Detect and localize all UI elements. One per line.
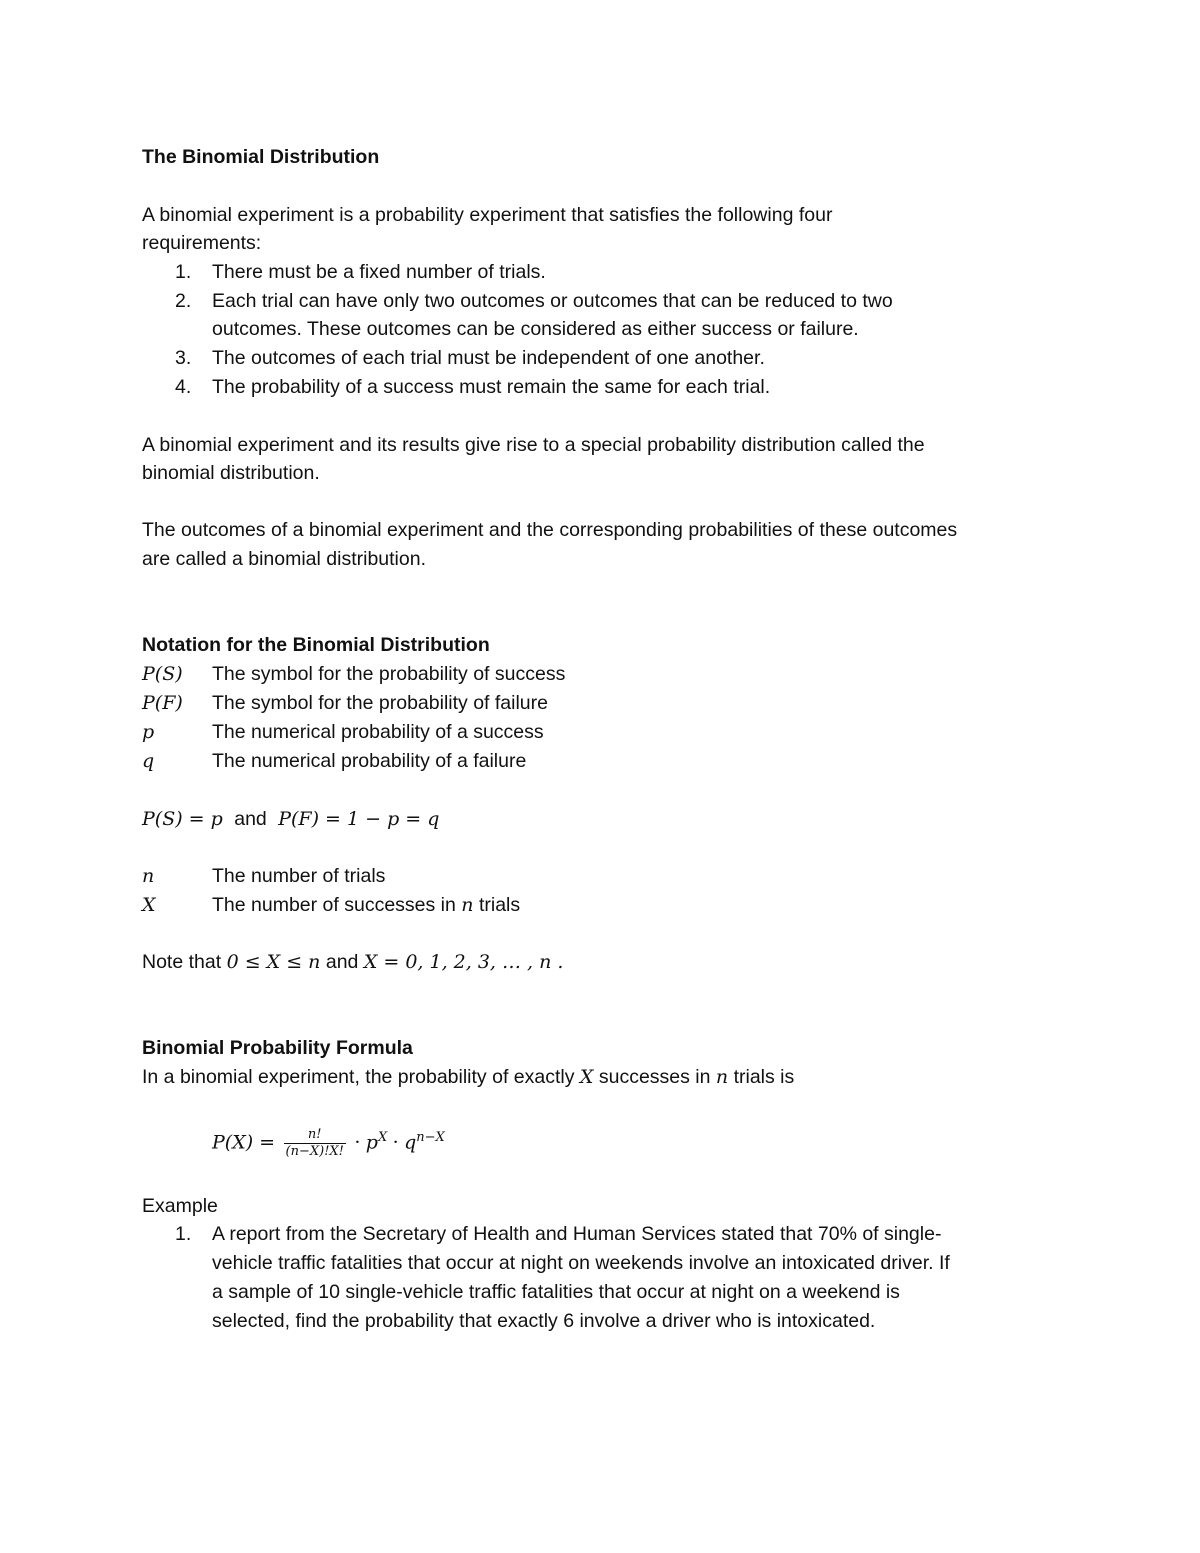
notation-description [212, 893, 520, 917]
dot-operator: · [354, 1131, 361, 1154]
dot-operator: · [392, 1131, 399, 1154]
requirement-text: outcomes. These outcomes can be considered as either success or failure. [212, 318, 859, 340]
probability-equation [142, 807, 439, 831]
formula-p: p [365, 1131, 378, 1154]
intro-line-2: requirements: [142, 232, 262, 254]
notation-description: The symbol for the probability of success [212, 663, 566, 685]
formula-lhs: P(X) = [212, 1131, 276, 1154]
example-text: A report from the Secretary of Health and Human Services stated that 70% of single- [212, 1223, 942, 1245]
requirement-text: Each trial can have only two outcomes or outcomes that can be reduced to two [212, 290, 893, 312]
list-number: 3. [175, 347, 192, 369]
note-line [142, 950, 563, 974]
formula-intro [142, 1065, 794, 1089]
example-text: vehicle traffic fatalities that occur at night on weekends involve an intoxicated driver. If [212, 1252, 950, 1274]
list-number: 1. [175, 1223, 192, 1245]
notation-description: The numerical probability of a failure [212, 750, 527, 772]
example-text: a sample of 10 single-vehicle traffic fatalities that occur at night on a weekend is [212, 1281, 900, 1303]
equation-left: P(S) = p [142, 808, 223, 830]
notation-symbol: n [142, 865, 155, 887]
desc-text: The number of successes in [212, 894, 456, 916]
intro-variable: X [579, 1066, 594, 1088]
note-prefix: Note that [142, 951, 222, 973]
notation-symbol: X [142, 894, 156, 916]
q-exponent: n−X [416, 1130, 445, 1145]
fraction-denominator: (n−X)!X! [285, 1143, 344, 1159]
fraction-numerator: n! [307, 1126, 322, 1142]
list-number: 1. [175, 261, 192, 283]
notation-heading: Notation for the Binomial Distribution [142, 634, 490, 656]
notation-symbol: q [142, 750, 155, 772]
requirement-text: The probability of a success must remain the same for each trial. [212, 376, 771, 398]
note-values: X = 0, 1, 2, 3, … , n . [363, 951, 564, 973]
notation-symbol: p [142, 721, 155, 743]
list-number: 2. [175, 290, 192, 312]
intro-text: In a binomial experiment, the probability of exactly [142, 1066, 575, 1088]
list-number: 4. [175, 376, 192, 398]
formula-fraction [284, 1127, 346, 1160]
p-exponent: X [377, 1130, 388, 1145]
paragraph-line: A binomial experiment and its results give rise to a special probability distribution called the [142, 434, 925, 456]
requirement-text: The outcomes of each trial must be independent of one another. [212, 347, 765, 369]
desc-text: trials [478, 894, 521, 916]
paragraph-line: are called a binomial distribution. [142, 548, 426, 570]
notation-symbol: P(F) [142, 692, 183, 714]
example-heading: Example [142, 1195, 218, 1217]
notation-description: The numerical probability of a success [212, 721, 544, 743]
example-text: selected, find the probability that exactly 6 involve a driver who is intoxicated. [212, 1310, 876, 1332]
equation-and: and [234, 808, 267, 830]
requirement-text: There must be a fixed number of trials. [212, 261, 546, 283]
notation-description: The symbol for the probability of failure [212, 692, 548, 714]
note-and: and [325, 951, 359, 973]
notation-symbol: P(S) [142, 663, 183, 685]
intro-text: trials is [733, 1066, 795, 1088]
intro-text: successes in [598, 1066, 711, 1088]
paragraph-line: binomial distribution. [142, 462, 320, 484]
intro-variable: n [715, 1066, 729, 1088]
binomial-formula [212, 1118, 445, 1163]
intro-line-1: A binomial experiment is a probability experiment that satisfies the following four [142, 204, 833, 226]
notation-description: The number of trials [212, 865, 386, 887]
formula-heading: Binomial Probability Formula [142, 1037, 413, 1059]
equation-right: P(F) = 1 − p = q [278, 808, 440, 830]
page-title: The Binomial Distribution [142, 146, 380, 168]
formula-q: q [404, 1131, 417, 1154]
note-inequality: 0 ≤ X ≤ n [226, 951, 321, 973]
paragraph-line: The outcomes of a binomial experiment and the corresponding probabilities of these outcomes [142, 519, 958, 541]
desc-variable: n [461, 894, 474, 916]
